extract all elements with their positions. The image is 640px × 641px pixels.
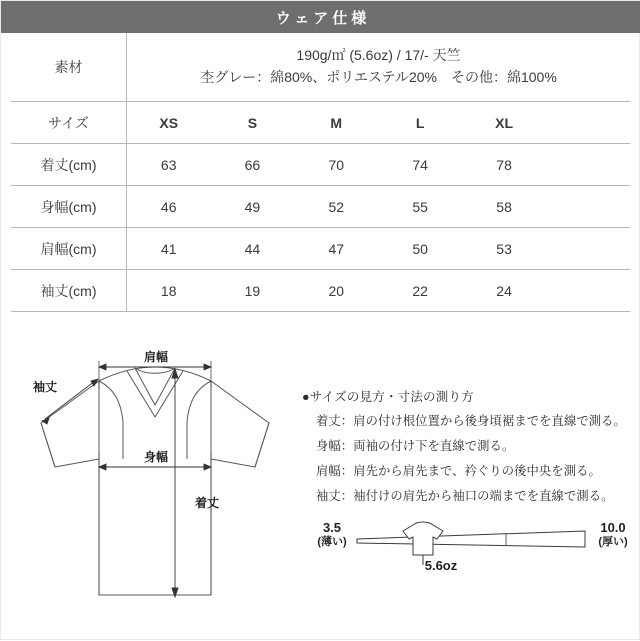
row-label-material: 素材 bbox=[11, 33, 127, 102]
table-row bbox=[11, 144, 630, 186]
cell-body-length-s: 66 bbox=[210, 144, 294, 186]
cell-sleeve-length-xl: 24 bbox=[462, 270, 546, 312]
diagram-label-body-length: 着丈 bbox=[195, 496, 220, 510]
diagram-label-body-width: 身幅 bbox=[143, 450, 169, 464]
cell-shoulder-width-s: 44 bbox=[210, 228, 294, 270]
cell-shoulder-width-m: 47 bbox=[294, 228, 378, 270]
size-header-xl: XL bbox=[462, 102, 546, 144]
cell-sleeve-length-s: 19 bbox=[210, 270, 294, 312]
size-header-s: S bbox=[210, 102, 294, 144]
cell-sleeve-length-xs: 18 bbox=[127, 270, 211, 312]
thickness-min-value: 3.5 bbox=[322, 520, 342, 535]
thickness-max-note: (厚い) bbox=[598, 535, 628, 548]
diagram-label-sleeve-length: 袖丈 bbox=[32, 380, 58, 394]
note-body-length: 着丈：肩の付け根位置から後身頃裾までを直線で測る。 bbox=[316, 414, 626, 428]
size-header-l: L bbox=[378, 102, 462, 144]
table-pad-cell bbox=[546, 270, 630, 312]
tshirt-diagram bbox=[15, 345, 295, 625]
table-pad-cell bbox=[546, 144, 630, 186]
row-label-sleeve-length: 袖丈(cm) bbox=[11, 270, 127, 312]
thickness-max-value: 10.0 bbox=[600, 520, 626, 535]
cell-shoulder-width-xs: 41 bbox=[127, 228, 211, 270]
cell-body-width-s: 49 bbox=[210, 186, 294, 228]
table-row bbox=[11, 228, 630, 270]
row-label-size: サイズ bbox=[11, 102, 127, 144]
cell-sleeve-length-l: 22 bbox=[378, 270, 462, 312]
row-label-body-width: 身幅(cm) bbox=[11, 186, 127, 228]
notes-title: ●サイズの見方・寸法の測り方 bbox=[302, 390, 474, 404]
thickness-max-label bbox=[585, 521, 640, 549]
cell-body-length-xl: 78 bbox=[462, 144, 546, 186]
material-line-2: 杢グレー：綿80%、ポリエステル20% その他：綿100% bbox=[200, 69, 557, 85]
page-title-bar bbox=[1, 1, 640, 33]
cell-shoulder-width-xl: 53 bbox=[462, 228, 546, 270]
measurement-notes bbox=[302, 387, 637, 511]
thickness-marker-label: 5.6oz bbox=[424, 558, 458, 573]
thickness-min-label bbox=[305, 521, 359, 549]
specification-table bbox=[11, 33, 630, 312]
material-description bbox=[127, 33, 631, 102]
cell-body-length-xs: 63 bbox=[127, 144, 211, 186]
material-line-1: 190g/㎡ (5.6oz) / 17/- 天竺 bbox=[296, 47, 461, 64]
cell-body-length-l: 74 bbox=[378, 144, 462, 186]
tshirt-marker-icon bbox=[403, 522, 443, 555]
diagram-label-shoulder-width: 肩幅 bbox=[143, 350, 169, 364]
table-pad-cell bbox=[546, 186, 630, 228]
cell-shoulder-width-l: 50 bbox=[378, 228, 462, 270]
cell-body-width-xl: 58 bbox=[462, 186, 546, 228]
shoulder-arrowhead-right bbox=[204, 364, 211, 370]
note-sleeve-length: 袖丈：袖付けの肩先から袖口の端までを直線で測る。 bbox=[316, 489, 614, 503]
cell-body-length-m: 70 bbox=[294, 144, 378, 186]
tshirt-body bbox=[99, 367, 211, 595]
measurement-illustration-area bbox=[1, 337, 640, 641]
shoulder-arrowhead-left bbox=[99, 364, 106, 370]
note-shoulder-width: 肩幅：肩先から肩先まで、衿ぐりの後中央を測る。 bbox=[316, 464, 601, 478]
page-title: ウェア仕様 bbox=[275, 9, 371, 27]
fabric-thickness-scale bbox=[301, 513, 640, 583]
thickness-min-note: (薄い) bbox=[317, 535, 347, 548]
cell-body-width-l: 55 bbox=[378, 186, 462, 228]
size-header-xs: XS bbox=[127, 102, 211, 144]
row-label-shoulder-width: 肩幅(cm) bbox=[11, 228, 127, 270]
table-row bbox=[11, 270, 630, 312]
note-body-width: 身幅：両袖の付け下を直線で測る。 bbox=[316, 439, 515, 453]
table-row-size-header bbox=[11, 102, 630, 144]
cell-body-width-m: 52 bbox=[294, 186, 378, 228]
tshirt-right-sleeve bbox=[211, 381, 269, 467]
table-pad-cell bbox=[546, 102, 630, 144]
cell-sleeve-length-m: 20 bbox=[294, 270, 378, 312]
row-label-body-length: 着丈(cm) bbox=[11, 144, 127, 186]
size-header-m: M bbox=[294, 102, 378, 144]
cell-body-width-xs: 46 bbox=[127, 186, 211, 228]
table-row-material bbox=[11, 33, 630, 102]
table-pad-cell bbox=[546, 228, 630, 270]
table-row bbox=[11, 186, 630, 228]
thickness-wedge bbox=[357, 531, 585, 547]
